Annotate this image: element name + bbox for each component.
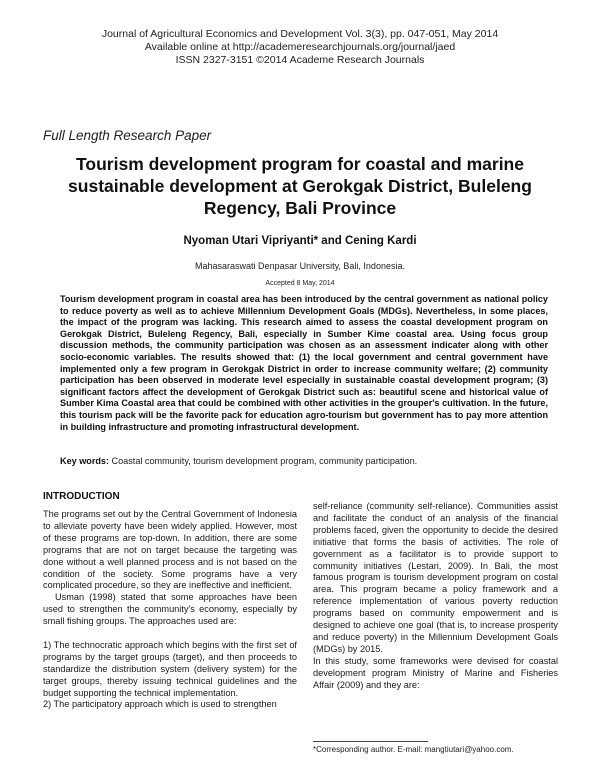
journal-url: Available online at http://academeresearchjournals.org/journal/jaed — [144, 41, 456, 53]
introduction-heading: INTRODUCTION — [43, 491, 120, 502]
keywords — [60, 456, 548, 466]
keywords-text: Coastal community, tourism development program, community participation. — [109, 456, 418, 466]
intro-paragraph-4: 2) The participatory approach which is used to strengthen — [43, 699, 277, 710]
abstract: Tourism development program in coastal area has been introduced by the central government as national policy to reduce poverty as well as to achieve Millennium Development Goals (MDGs). Nevertheless, in some places, the impact of the program was lacking. This research aimed to assess the coastal development program on Gerokgak District, Buleleng Regency, Bali, especially in Sumber Kime coastal area. Using focus group discussion methods, the community participation was chosen as an assessment indicater along with other socio-economic variables. The results showed that: (1) the local government and central government have implemented only a few program in Gerokgak District in order to increase community welfare; (2) community participation has been observed in moderate level especially in sustainable coastal development program; (3) significant factors affect the development of Gerokgak District such as: beautiful scene and historical value of Sumber Kima Coastal area that could be combined with other activities in the grouper's cultivation. In the future, this tourism pack will be the favorite pack for education agro-tourism but government has to pay more attention in building infrastructure and promoting infrastructural development. — [60, 294, 548, 432]
corresponding-author-footnote: *Corresponding author. E-mail: mangtiutari@yahoo.com. — [313, 745, 514, 754]
intro-paragraph-5: self-reliance (community self-reliance). Communities assist and facilitate the conduct of an analysis of the financial problems faced, given the opportunity to decide the desired initiative that forms the basis of activities. The role of government as a facilitator is to provide support to community initiatives (Lestari, 2009). In Bali, the most famous program is tourism development program on costal area. This program became a policy framework and a reference implementation of various poverty reduction programs based on community empowerment and is designed to achieve one goal (that is, to increase prosperity and reduce poverty) in the Millennium Development Goals (MDGs) by 2015. — [313, 501, 558, 654]
intro-paragraph-3: 1) The technocratic approach which begins with the first set of programs by the target groups (target), and then proceeds to standardize the distribution system (delivery system) for the target groups, thereby issuing technical guidelines and the budget supporting the technical implementation. — [43, 639, 297, 698]
footnote-divider — [313, 741, 428, 742]
intro-paragraph-1: The programs set out by the Central Government of Indonesia to alleviate poverty have been widely applied. However, most of these programs are top-down. In addition, there are some programs that are not on target because the targeting was done without a well planned process and is not based on the condition of the society. Some programs have a very complicated procedure, so they are ineffective and inefficient. — [43, 509, 297, 591]
accepted-date: Accepted 8 May, 2014 — [265, 280, 335, 287]
paper-title: Tourism development program for coastal and marine sustainable development at Gerokgak District, Buleleng Regency, Bali Province — [68, 154, 532, 218]
authors: Nyoman Utari Vipriyanti* and Cening Kardi — [183, 235, 417, 247]
keywords-label: Key words: — [60, 456, 110, 466]
intro-paragraph-2: Usman (1998) stated that some approaches have been used to strengthen the community's economy, especially by small fishing groups. The approaches used are: — [43, 592, 297, 627]
right-column — [313, 501, 558, 692]
affiliation: Mahasaraswati Denpasar University, Bali, Indonesia. — [195, 261, 405, 271]
paper-type: Full Length Research Paper — [43, 128, 212, 143]
intro-paragraph-6: In this study, some frameworks were devised for coastal development program Ministry of Marine and Fisheries Affair (2009) and they are: — [313, 655, 558, 690]
journal-header — [0, 28, 600, 67]
left-column — [43, 509, 297, 711]
journal-issn: ISSN 2327-3151 ©2014 Academe Research Journals — [175, 54, 425, 66]
journal-citation: Journal of Agricultural Economics and Development Vol. 3(3), pp. 047-051, May 2014 — [101, 28, 499, 40]
